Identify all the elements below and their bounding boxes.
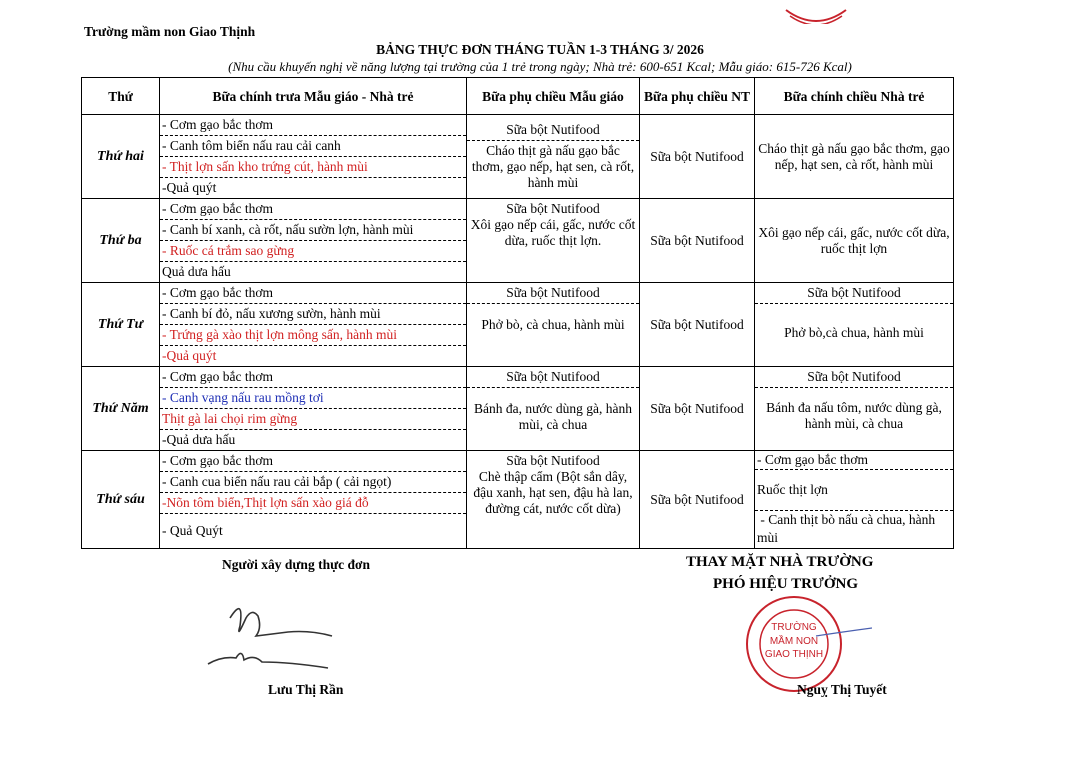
- header-afternoon-meal: Bữa chính chiều Nhà trẻ: [755, 78, 954, 115]
- main-meal-item: -Quả quýt: [162, 180, 217, 195]
- main-meal-item: - Ruốc cá trắm sao gừng: [160, 241, 466, 262]
- main-meal-cell: [160, 283, 467, 367]
- right-signer-name: Nguỵ Thị Tuyết: [797, 682, 887, 697]
- day-cell: Thứ Tư: [82, 283, 160, 367]
- header-day: Thứ: [82, 78, 160, 115]
- main-meal-item: - Canh vạng nấu rau mồng tơi: [160, 388, 466, 409]
- table-row: [82, 199, 954, 283]
- svg-text:GIAO THỊNH: GIAO THỊNH: [764, 649, 824, 660]
- snack-dish: Cháo thịt gà nấu gạo bắc thơm, gạo nếp, hạt sen, cà rốt, hành mùi: [471, 143, 635, 190]
- day-cell: Thứ Năm: [82, 367, 160, 451]
- main-meal-item: -Nõn tôm biển,Thịt lợn sấn xào giá đỗ: [160, 493, 466, 514]
- main-meal-item: -Quả quýt: [162, 348, 217, 363]
- snack-dish: Chè thập cẩm (Bột sắn dây, đậu xanh, hạt sen, đậu hà lan, đường cát, nước cốt dừa): [473, 469, 633, 516]
- header-snack-nt: Bữa phụ chiều NT: [640, 78, 755, 115]
- day-cell: Thứ hai: [82, 115, 160, 199]
- main-meal-item: - Canh tôm biển nấu rau cải canh: [160, 136, 466, 157]
- main-meal-item: - Thịt lợn sấn kho trứng cút, hành mùi: [160, 157, 466, 178]
- main-meal-item: - Trứng gà xào thịt lợn mông sấn, hành mùi: [160, 325, 466, 346]
- header-main-meal: Bữa chính trưa Mẫu giáo - Nhà trẻ: [160, 78, 467, 115]
- school-name: Trường mầm non Giao Thịnh: [84, 24, 256, 39]
- svg-text:TRƯỜNG: TRƯỜNG: [771, 622, 817, 633]
- main-meal-item: - Cơm gạo bắc thơm: [160, 451, 466, 472]
- afternoon-item: Ruốc thịt lợn: [755, 470, 953, 511]
- snack-dish: Bánh đa, nước dùng gà, hành mùi, cà chua: [473, 401, 633, 432]
- main-meal-item: - Cơm gạo bắc thơm: [160, 367, 466, 388]
- page-subtitle: (Nhu cầu khuyến nghị về năng lượng tại trường của 1 trẻ trong ngày; Nhà trẻ: 600-651 Kcal; Mẫu giáo: 615-726 Kcal): [228, 59, 852, 74]
- main-meal-item: - Cơm gạo bắc thơm: [160, 283, 466, 304]
- afternoon-meal-cell: [755, 451, 954, 549]
- snack-nt-cell: Sữa bột Nutifood: [640, 451, 755, 549]
- stamp-fragment-icon: [784, 0, 848, 24]
- main-meal-item: - Canh bí đỏ, nấu xương sườn, hành mùi: [160, 304, 466, 325]
- left-signer-title: Người xây dựng thực đơn: [222, 557, 371, 572]
- afternoon-meal-cell: [755, 283, 954, 367]
- snack-milk: Sữa bột Nutifood: [506, 453, 600, 468]
- snack-dish: Phở bò, cà chua, hành mùi: [481, 317, 625, 332]
- right-signer-title: THAY MẶT NHÀ TRƯỜNG: [686, 554, 874, 570]
- main-meal-item: -Quả dưa hấu: [162, 432, 236, 447]
- afternoon-meal-cell: Xôi gạo nếp cái, gấc, nước cốt dừa, ruốc thịt lợn: [755, 199, 954, 283]
- snack-milk: Sữa bột Nutifood: [467, 283, 639, 304]
- afternoon-milk: Sữa bột Nutifood: [755, 283, 953, 304]
- table-row: [82, 115, 954, 199]
- snack-milk: Sữa bột Nutifood: [467, 367, 639, 388]
- main-meal-item: Thịt gà lai chọi rim gừng: [160, 409, 466, 430]
- snack-nt-cell: Sữa bột Nutifood: [640, 115, 755, 199]
- table-row: [82, 451, 954, 549]
- snack-mg-cell: [467, 451, 640, 549]
- day-cell: Thứ ba: [82, 199, 160, 283]
- day-cell: Thứ sáu: [82, 451, 160, 549]
- menu-table: [81, 77, 954, 549]
- snack-milk: Sữa bột Nutifood: [467, 120, 639, 141]
- snack-mg-cell: [467, 199, 640, 283]
- table-row: [82, 283, 954, 367]
- snack-nt-cell: Sữa bột Nutifood: [640, 283, 755, 367]
- afternoon-dish: Phở bò,cà chua, hành mùi: [784, 325, 924, 340]
- main-meal-cell: [160, 199, 467, 283]
- handwritten-signature-left: [200, 596, 340, 674]
- main-meal-item: - Quả Quýt: [162, 523, 223, 538]
- afternoon-dish: Bánh đa nấu tôm, nước dùng gà, hành mùi, cà chua: [766, 400, 942, 431]
- table-row: [82, 367, 954, 451]
- snack-milk: Sữa bột Nutifood: [506, 201, 600, 216]
- main-meal-item: - Canh bí xanh, cà rốt, nấu sườn lợn, hành mùi: [160, 220, 466, 241]
- snack-mg-cell: [467, 283, 640, 367]
- main-meal-cell: [160, 367, 467, 451]
- afternoon-meal-cell: [755, 367, 954, 451]
- afternoon-item: - Canh thịt bò nấu cà chua, hành mùi: [757, 512, 939, 545]
- left-signer-name: Lưu Thị Rần: [268, 682, 344, 697]
- snack-mg-cell: [467, 367, 640, 451]
- main-meal-item: - Cơm gạo bắc thơm: [160, 199, 466, 220]
- main-meal-item: Quả dưa hấu: [162, 264, 231, 279]
- right-signer-position: PHÓ HIỆU TRƯỞNG: [713, 576, 859, 592]
- afternoon-meal-cell: Cháo thịt gà nấu gạo bắc thơm, gạo nếp, hạt sen, cà rốt, hành mùi: [755, 115, 954, 199]
- page-title: BẢNG THỰC ĐƠN THÁNG TUẦN 1-3 THÁNG 3/ 2026: [376, 42, 704, 57]
- table-header-row: [82, 78, 954, 115]
- snack-dish: Xôi gạo nếp cái, gấc, nước cốt dừa, ruốc thịt lợn.: [470, 217, 636, 248]
- svg-text:MẦM NON: MẦM NON: [769, 636, 819, 647]
- main-meal-item: - Canh cua biển nấu rau cải bắp ( cải ngọt): [160, 472, 466, 493]
- main-meal-item: - Cơm gạo bắc thơm: [160, 115, 466, 136]
- main-meal-cell: [160, 451, 467, 549]
- snack-mg-cell: [467, 115, 640, 199]
- header-snack-mg: Bữa phụ chiều Mẫu giáo: [467, 78, 640, 115]
- afternoon-milk: Sữa bột Nutifood: [755, 367, 953, 388]
- main-meal-cell: [160, 115, 467, 199]
- afternoon-item: - Cơm gạo bắc thơm: [755, 451, 953, 470]
- snack-nt-cell: Sữa bột Nutifood: [640, 367, 755, 451]
- snack-nt-cell: Sữa bột Nutifood: [640, 199, 755, 283]
